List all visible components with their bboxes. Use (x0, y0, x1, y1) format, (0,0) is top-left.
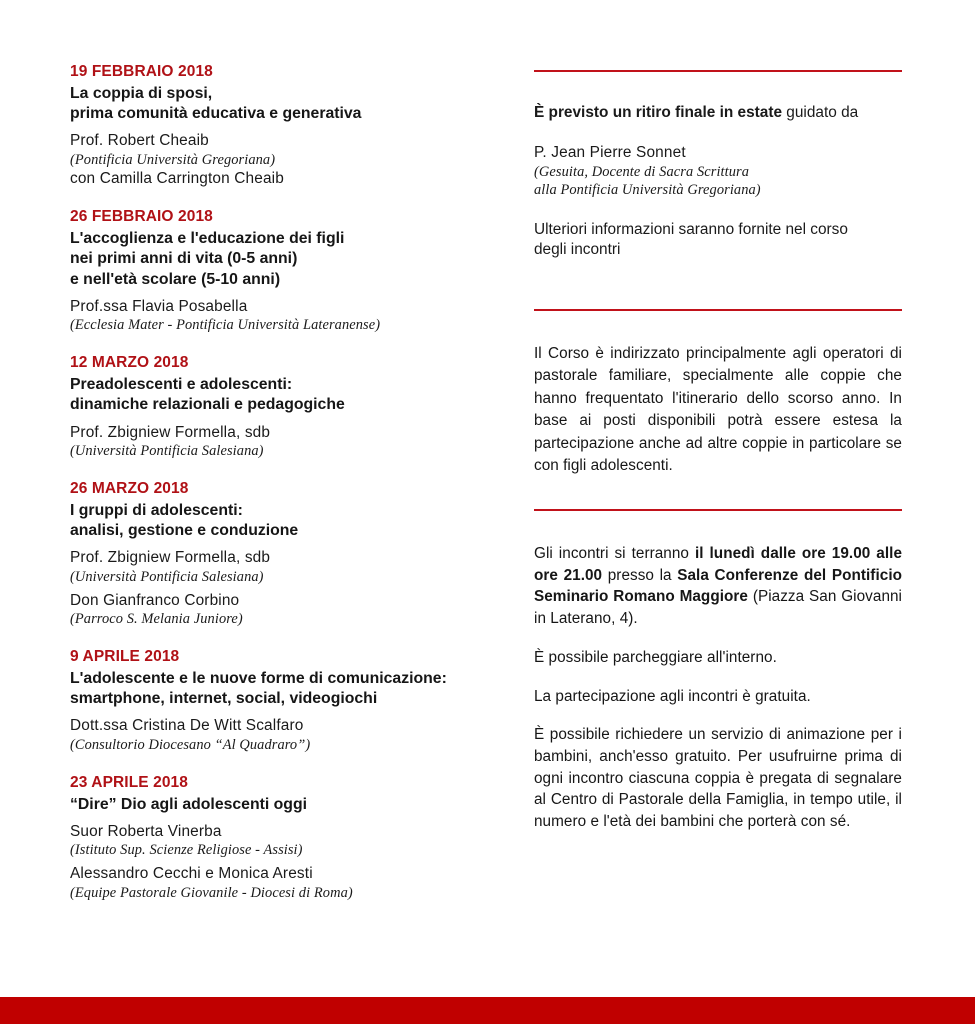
program-speaker-affiliation: (Università Pontificia Salesiana) (70, 442, 264, 459)
program-entry-title-line: Preadolescenti e adolescenti: (70, 376, 293, 394)
program-entry-title (70, 795, 500, 815)
program-speaker (70, 548, 500, 585)
program-entry-title-line: La coppia di sposi, (70, 84, 213, 102)
retreat-more-info (534, 220, 902, 260)
logistics-free: La partecipazione agli incontri è gratuita. (534, 687, 811, 705)
audience-paragraph: Il Corso è indirizzato principalmente agli operatori di pastorale familiare, specialmente alle coppie che hanno frequentato l'itinerario dello scorso anno. In base ai posti disponibili potrà essere estesa la partecipazione anche ad altre coppie in particolare se con figli adolescenti. (534, 345, 902, 475)
program-entry-date: 12 MARZO 2018 (70, 354, 189, 372)
program-entry-title-line: dinamiche relazionali e pedagogiche (70, 396, 345, 414)
retreat-more-info-line1: Ulteriori informazioni saranno fornite nel corso (534, 220, 848, 238)
retreat-block (534, 103, 902, 260)
divider-rule-bottom (534, 509, 902, 511)
program-speaker-affiliation: (Parroco S. Melania Juniore) (70, 611, 243, 628)
program-entry-title-line: nei primi anni di vita (0-5 anni) (70, 250, 298, 268)
program-entry (70, 773, 500, 902)
program-speaker-affiliation: (Istituto Sup. Scienze Religiose - Assisi) (70, 842, 303, 859)
program-speaker (70, 591, 500, 628)
program-entry-title-line: L'adolescente e le nuove forme di comunicazione: (70, 670, 447, 688)
program-speaker (70, 716, 500, 753)
retreat-lead-bold: È previsto un ritiro finale in estate (534, 104, 783, 121)
divider-rule-top (534, 70, 902, 72)
program-entry-title-line: smartphone, internet, social, videogiochi (70, 690, 378, 708)
logistics-block (534, 543, 902, 833)
audience-block (534, 343, 902, 478)
schedule-venue: Sala Conferenze del Pontificio Seminario Romano Maggiore (534, 566, 903, 606)
bottom-red-bar (0, 997, 975, 1024)
program-column (70, 62, 500, 902)
program-speaker-affiliation: (Ecclesia Mater - Pontificia Università Lateranense) (70, 317, 381, 334)
program-speaker-name: Prof.ssa Flavia Posabella (70, 297, 248, 315)
program-entry-date: 23 APRILE 2018 (70, 773, 188, 791)
program-speaker (70, 297, 500, 334)
program-speaker-name: Don Gianfranco Corbino (70, 591, 240, 609)
logistics-childcare: È possibile richiedere un servizio di animazione per i bambini, anch'esso gratuito. Per usufruirne prima di ogni incontro ciascuna coppia è pregata di segnalare al Centro di Pastorale della Famiglia, in tempo utile, il numero e l'età dei bambini che porterà con sé. (534, 726, 902, 831)
program-entry-date: 19 FEBBRAIO 2018 (70, 63, 213, 80)
program-entry-title (70, 375, 500, 415)
program-speaker (70, 822, 500, 859)
program-entry-title (70, 84, 500, 124)
logistics-schedule (534, 543, 902, 630)
schedule-mid: presso la (602, 566, 678, 584)
program-speaker-affiliation: (Università Pontificia Salesiana) (70, 568, 264, 585)
retreat-lead-rest: guidato da (782, 104, 859, 121)
divider-rule-middle (534, 309, 902, 311)
program-entry (70, 479, 500, 628)
program-entry (70, 353, 500, 460)
program-entry-date: 26 FEBBRAIO 2018 (70, 208, 213, 226)
retreat-more-info-line2: degli incontri (534, 240, 621, 258)
program-entry (70, 207, 500, 334)
program-speaker (70, 131, 500, 188)
program-speaker (70, 864, 500, 901)
retreat-guide-affiliation-line2: alla Pontificia Università Gregoriana) (534, 181, 761, 198)
retreat-guide-name: P. Jean Pierre Sonnet (534, 144, 686, 162)
program-speaker-name: Alessandro Cecchi e Monica Aresti (70, 865, 313, 883)
program-entry-title (70, 501, 500, 541)
program-entry-title-line: “Dire” Dio agli adolescenti oggi (70, 795, 307, 813)
program-entry-title (70, 229, 500, 290)
program-entry-date: 26 MARZO 2018 (70, 479, 189, 497)
program-speaker-name: Prof. Robert Cheaib (70, 132, 209, 150)
program-entry-title-line: prima comunità educativa e generativa (70, 105, 362, 123)
schedule-pre: Gli incontri si terranno (534, 545, 695, 562)
schedule-time: il lunedì dalle ore 19.00 alle ore 21.00 (534, 545, 902, 584)
program-entry-title-line: L'accoglienza e l'educazione dei figli (70, 230, 345, 248)
program-entry-title-line: analisi, gestione e conduzione (70, 522, 299, 540)
program-speaker-name: Prof. Zbigniew Formella, sdb (70, 549, 271, 567)
program-entry-title-line: I gruppi di adolescenti: (70, 501, 243, 519)
program-entry (70, 647, 500, 754)
program-entry-title-line: e nell'età scolare (5-10 anni) (70, 270, 281, 288)
program-speaker-affiliation: (Equipe Pastorale Giovanile - Diocesi di Roma) (70, 884, 353, 901)
retreat-guide-affiliation-line1: (Gesuita, Docente di Sacra Scrittura (534, 163, 750, 180)
program-speaker (70, 423, 500, 460)
program-entry-date: 9 APRILE 2018 (70, 648, 180, 666)
program-entry (70, 62, 500, 188)
program-speaker-name: Suor Roberta Vinerba (70, 823, 222, 840)
program-speaker-name: Prof. Zbigniew Formella, sdb (70, 423, 271, 441)
schedule-address: (Piazza San Giovanni in Laterano, 4). (534, 588, 903, 628)
retreat-lead (534, 103, 902, 123)
program-entry-title (70, 669, 500, 709)
program-speaker-name: Dott.ssa Cristina De Witt Scalfaro (70, 717, 304, 735)
program-speaker-affiliation: (Consultorio Diocesano “Al Quadraro”) (70, 736, 311, 753)
program-speaker-affiliation: (Pontificia Università Gregoriana) (70, 151, 276, 168)
logistics-parking: È possibile parcheggiare all'interno. (534, 648, 777, 666)
program-speaker-extra: con Camilla Carrington Cheaib (70, 169, 284, 187)
